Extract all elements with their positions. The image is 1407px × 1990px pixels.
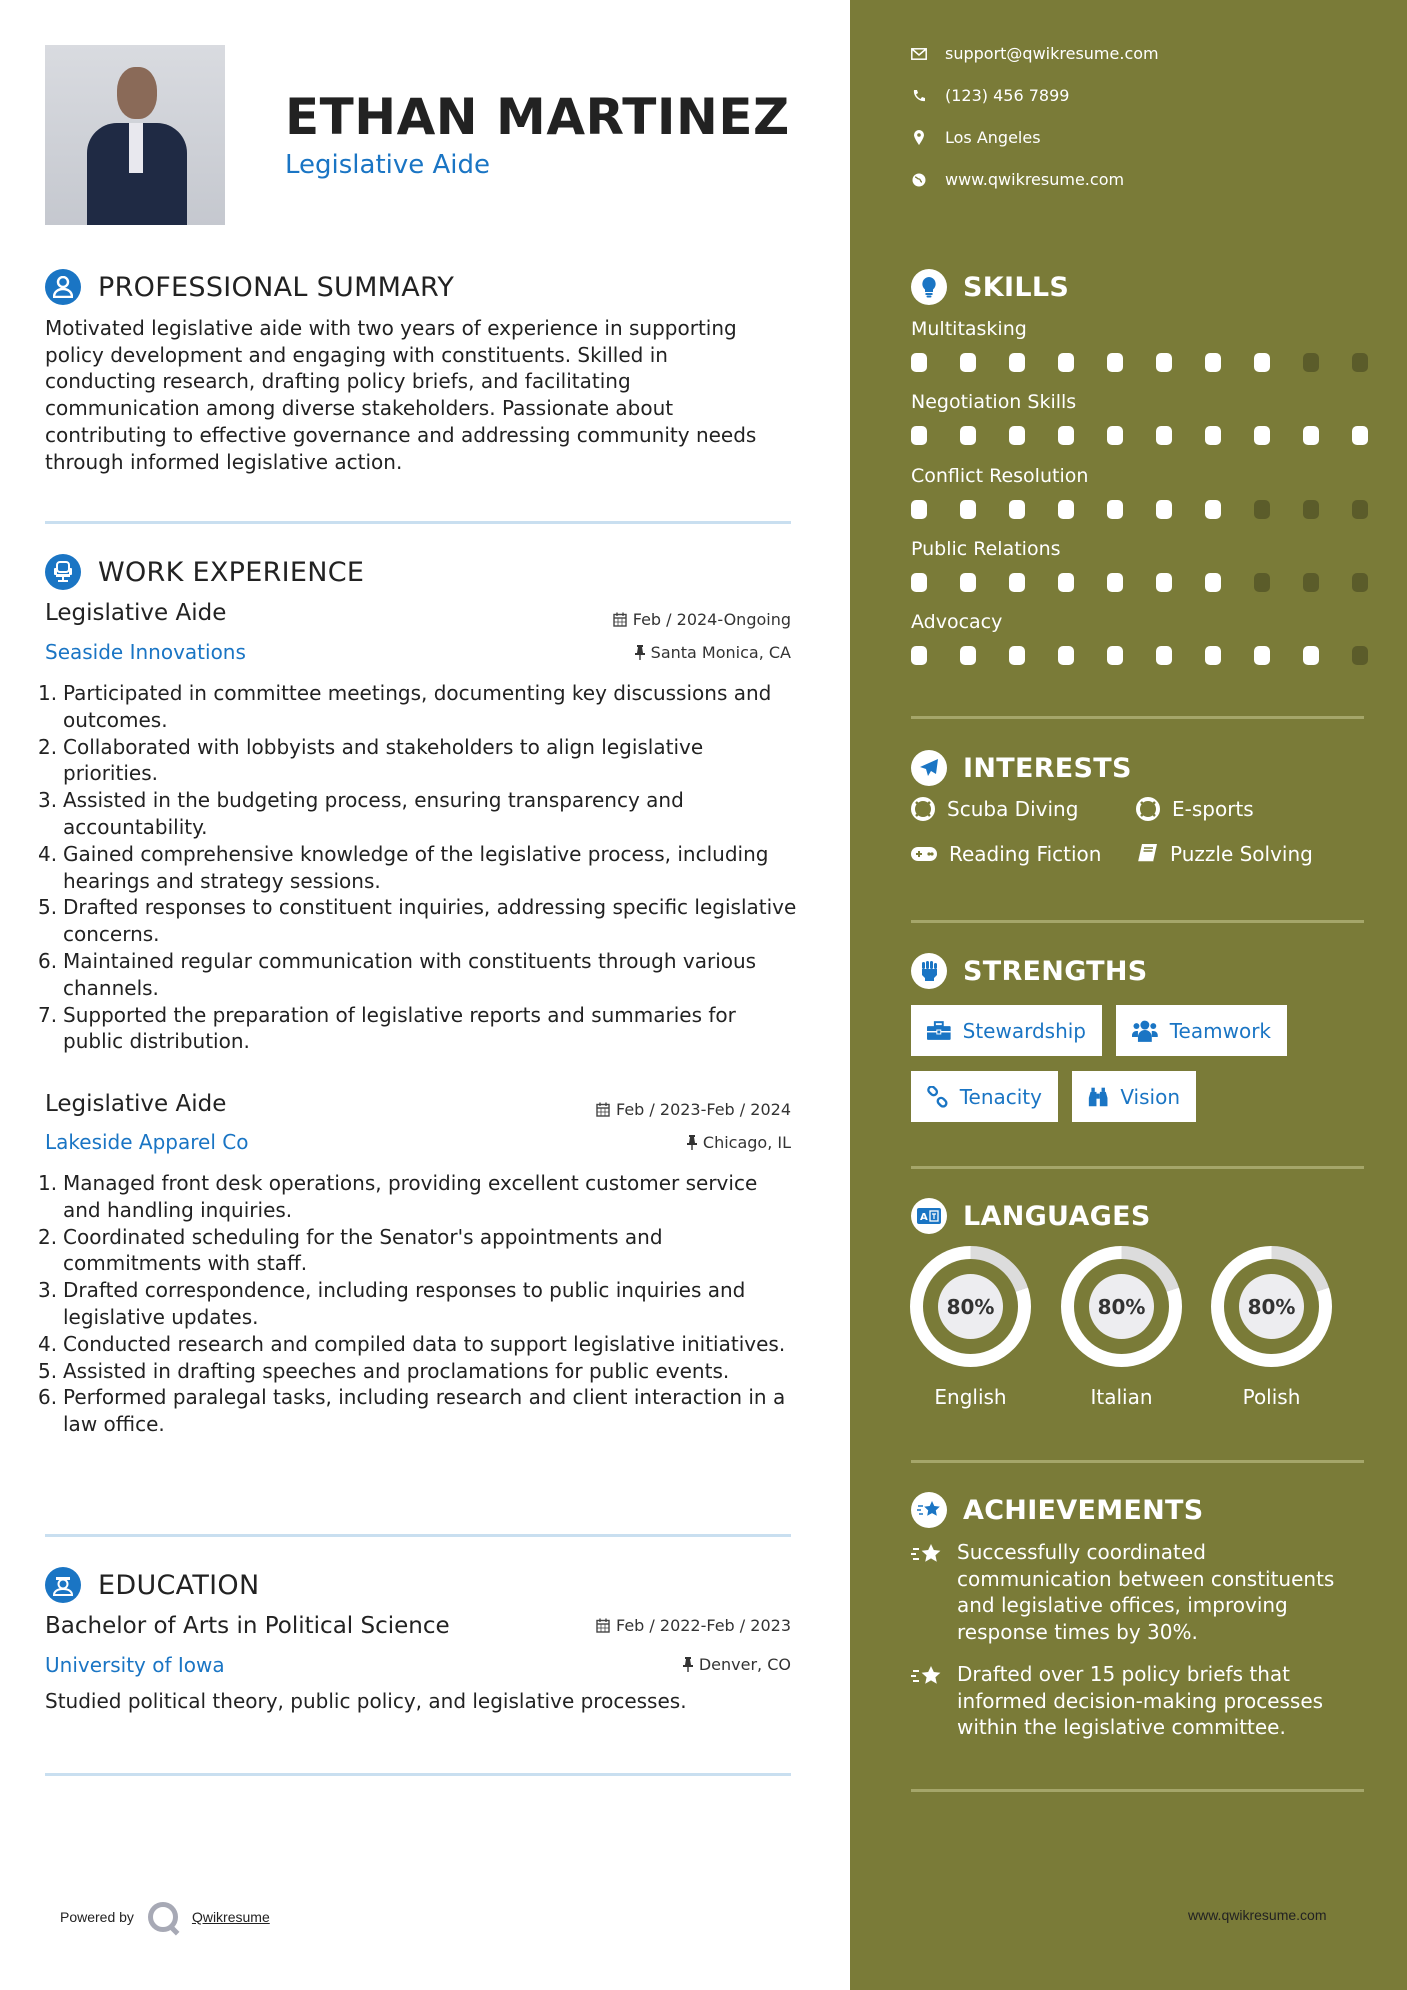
powered-by: Powered by Qwikresume xyxy=(60,1902,270,1932)
interest-item: Reading Fiction xyxy=(911,842,1101,866)
experience-heading xyxy=(45,554,364,590)
section-divider xyxy=(911,920,1364,923)
skill-name: Negotiation Skills xyxy=(911,391,1077,413)
translate-icon xyxy=(911,1198,947,1234)
job-location: Santa Monica, CA xyxy=(635,643,791,662)
education-dates: Feb / 2022-Feb / 2023 xyxy=(596,1616,791,1635)
skill-dot-filled xyxy=(1156,353,1172,372)
svg-text:A: A xyxy=(920,1212,928,1223)
skill-dot-empty xyxy=(1352,573,1368,592)
education-location: Denver, CO xyxy=(683,1655,791,1674)
language-name: Italian xyxy=(1090,1385,1153,1409)
office-chair-icon xyxy=(45,554,81,590)
users-icon xyxy=(1132,1020,1158,1042)
skill-dot-filled xyxy=(1156,426,1172,445)
list-item: 6. Performed paralegal tasks, including research and client interaction in a law office. xyxy=(38,1385,786,1437)
language-name: English xyxy=(934,1385,1007,1409)
lightbulb-icon xyxy=(911,269,947,305)
calendar-icon xyxy=(596,1618,610,1633)
skill-dot-filled xyxy=(911,500,927,519)
section-title: INTERESTS xyxy=(963,752,1132,784)
strength-chip: Vision xyxy=(1072,1071,1196,1122)
skill-dot-filled xyxy=(1303,426,1319,445)
link-icon xyxy=(927,1086,948,1108)
skill-rating xyxy=(911,573,1368,592)
section-divider xyxy=(45,1534,791,1537)
phone-icon xyxy=(911,88,927,104)
pushpin-icon xyxy=(635,645,645,660)
candidate-title: Legislative Aide xyxy=(285,150,491,180)
skill-dot-filled xyxy=(911,646,927,665)
job-title: Legislative Aide xyxy=(45,600,227,626)
job-bullets xyxy=(38,1170,798,1438)
contact-location: Los Angeles xyxy=(911,128,1041,147)
skills-heading xyxy=(911,269,1069,305)
language-item xyxy=(1211,1246,1332,1409)
user-icon xyxy=(45,269,81,305)
skill-rating xyxy=(911,426,1368,445)
job-location: Chicago, IL xyxy=(687,1133,791,1152)
skill-dot-filled xyxy=(1107,573,1123,592)
language-item xyxy=(910,1246,1031,1409)
skill-dot-filled xyxy=(960,500,976,519)
section-title: ACHIEVEMENTS xyxy=(963,1494,1204,1526)
fist-icon xyxy=(911,953,947,989)
skill-dot-filled xyxy=(960,353,976,372)
education-heading xyxy=(45,1567,259,1603)
list-item: 3. Drafted correspondence, including responses to public inquiries and legislative updates. xyxy=(38,1278,746,1329)
interest-item: E-sports xyxy=(1136,797,1254,821)
summary-text: Motivated legislative aide with two years of experience in supporting policy development and engaging with constituents. Skilled in conducting research, drafting policy briefs, and facilitating communication among diverse stakeholders. Passionate about contributing to effective governance and addressing community needs through informed legislative action. xyxy=(45,316,757,474)
briefcase-icon xyxy=(927,1021,951,1041)
graduate-icon xyxy=(45,1567,81,1603)
shooting-star-icon xyxy=(911,1539,943,1646)
strength-chip: Stewardship xyxy=(911,1005,1102,1056)
skill-dot-filled xyxy=(1254,353,1270,372)
contact-phone: (123) 456 7899 xyxy=(911,86,1069,105)
job-dates: Feb / 2023-Feb / 2024 xyxy=(596,1100,791,1119)
shooting-star-icon xyxy=(911,1492,947,1528)
envelope-icon xyxy=(911,46,927,62)
language-progress-ring: 80% xyxy=(1211,1246,1332,1367)
lifebuoy-icon xyxy=(1136,797,1160,821)
list-item: 7. Supported the preparation of legislative reports and summaries for public distribution. xyxy=(38,1002,736,1054)
interest-item: Scuba Diving xyxy=(911,797,1078,821)
globe-icon xyxy=(911,172,927,188)
skill-dot-filled xyxy=(1058,353,1074,372)
section-title: SKILLS xyxy=(963,271,1070,303)
list-item: 6. Maintained regular communication with constituents through various channels. xyxy=(38,948,757,1000)
section-divider xyxy=(45,1773,791,1776)
skill-dot-filled xyxy=(1205,573,1221,592)
skill-dot-filled xyxy=(1009,426,1025,445)
summary-heading xyxy=(45,269,454,305)
skill-dot-filled xyxy=(911,353,927,372)
binoculars-icon xyxy=(1088,1086,1108,1108)
gamepad-icon xyxy=(911,846,937,862)
skill-dot-empty xyxy=(1352,646,1368,665)
skill-dot-filled xyxy=(1107,646,1123,665)
skill-dot-filled xyxy=(1254,426,1270,445)
lifebuoy-icon xyxy=(911,797,935,821)
achievements-heading xyxy=(911,1492,1204,1528)
contact-website: www.qwikresume.com xyxy=(911,170,1124,189)
calendar-icon xyxy=(613,612,627,627)
interests-heading xyxy=(911,750,1132,786)
skill-rating xyxy=(911,500,1368,519)
footer-website[interactable]: www.qwikresume.com xyxy=(1188,1907,1327,1923)
skill-dot-filled xyxy=(1009,353,1025,372)
skill-dot-filled xyxy=(1009,646,1025,665)
skill-dot-filled xyxy=(911,426,927,445)
interest-item: Puzzle Solving xyxy=(1136,842,1313,866)
skill-dot-filled xyxy=(1058,646,1074,665)
paper-plane-icon xyxy=(911,750,947,786)
list-item: 4. Gained comprehensive knowledge of the legislative process, including hearings and strategy sessions. xyxy=(38,841,769,893)
candidate-name: ETHAN MARTINEZ xyxy=(285,88,790,146)
skill-dot-filled xyxy=(1107,353,1123,372)
qwikresume-link[interactable]: Qwikresume xyxy=(191,1909,270,1925)
skill-dot-filled xyxy=(1058,500,1074,519)
degree-title: Bachelor of Arts in Political Science xyxy=(45,1613,450,1639)
skill-dot-filled xyxy=(1254,646,1270,665)
skill-dot-filled xyxy=(1156,646,1172,665)
skill-dot-filled xyxy=(960,646,976,665)
skill-dot-filled xyxy=(1303,646,1319,665)
skill-dot-filled xyxy=(960,573,976,592)
skill-name: Public Relations xyxy=(911,538,1061,560)
school-name: University of Iowa xyxy=(45,1653,225,1677)
skill-dot-empty xyxy=(1352,353,1368,372)
skill-dot-filled xyxy=(960,426,976,445)
section-divider xyxy=(911,1789,1364,1792)
skill-dot-filled xyxy=(1352,426,1368,445)
languages-heading xyxy=(911,1198,1151,1234)
book-icon xyxy=(1136,843,1158,865)
achievement-item: Drafted over 15 policy briefs that informed decision-making processes within the legislative committee. xyxy=(911,1661,1366,1741)
skill-dot-empty xyxy=(1254,573,1270,592)
strength-chip: Tenacity xyxy=(911,1071,1058,1122)
skill-dot-filled xyxy=(1156,500,1172,519)
shooting-star-icon xyxy=(911,1661,943,1741)
section-divider xyxy=(911,1166,1364,1169)
skill-dot-filled xyxy=(1205,353,1221,372)
list-item: 1. Managed front desk operations, providing excellent customer service and handling inquiries. xyxy=(38,1171,758,1222)
skill-dot-filled xyxy=(911,573,927,592)
skill-dot-filled xyxy=(1205,500,1221,519)
pushpin-icon xyxy=(687,1135,697,1150)
language-item xyxy=(1061,1246,1182,1409)
profile-photo xyxy=(45,45,225,225)
pushpin-icon xyxy=(683,1657,693,1672)
achievement-item: Successfully coordinated communication between constituents and legislative offices, improving response times by 30%. xyxy=(911,1539,1366,1646)
skill-dot-filled xyxy=(1009,500,1025,519)
skill-dot-empty xyxy=(1303,353,1319,372)
education-description: Studied political theory, public policy, and legislative processes. xyxy=(45,1689,687,1713)
skill-dot-filled xyxy=(1107,500,1123,519)
section-title: PROFESSIONAL SUMMARY xyxy=(98,271,455,303)
section-divider xyxy=(911,716,1364,719)
section-divider xyxy=(911,1460,1364,1463)
skill-dot-empty xyxy=(1352,500,1368,519)
skill-dot-empty xyxy=(1303,573,1319,592)
section-title: EDUCATION xyxy=(98,1569,260,1601)
skill-dot-filled xyxy=(1058,426,1074,445)
language-name: Polish xyxy=(1242,1385,1301,1409)
skill-dot-filled xyxy=(1009,573,1025,592)
language-progress-ring: 80% xyxy=(1061,1246,1182,1367)
skill-dot-empty xyxy=(1254,500,1270,519)
section-title: LANGUAGES xyxy=(963,1200,1151,1232)
job-dates: Feb / 2024-Ongoing xyxy=(613,610,791,629)
job-title: Legislative Aide xyxy=(45,1091,227,1117)
list-item: 5. Drafted responses to constituent inquiries, addressing specific legislative concerns. xyxy=(38,895,797,947)
skill-dot-filled xyxy=(1058,573,1074,592)
skill-name: Advocacy xyxy=(911,611,1003,633)
job-bullets xyxy=(38,680,798,1055)
section-divider xyxy=(45,521,791,524)
qwikresume-logo-icon xyxy=(148,1902,178,1932)
list-item: 2. Collaborated with lobbyists and stakeholders to align legislative priorities. xyxy=(38,734,704,786)
skill-name: Conflict Resolution xyxy=(911,465,1089,487)
skill-dot-filled xyxy=(1205,646,1221,665)
language-progress-ring: 80% xyxy=(910,1246,1031,1367)
skill-rating xyxy=(911,646,1368,665)
company-name: Lakeside Apparel Co xyxy=(45,1130,249,1154)
company-name: Seaside Innovations xyxy=(45,640,246,664)
list-item: 2. Coordinated scheduling for the Senator's appointments and commitments with staff. xyxy=(38,1224,663,1276)
map-marker-icon xyxy=(911,130,927,146)
strength-chip: Teamwork xyxy=(1116,1005,1287,1056)
list-item: 5. Assisted in drafting speeches and proclamations for public events. xyxy=(38,1358,730,1383)
skill-rating xyxy=(911,353,1368,372)
skill-dot-empty xyxy=(1303,500,1319,519)
section-title: STRENGTHS xyxy=(963,955,1148,987)
calendar-icon xyxy=(596,1102,610,1117)
list-item: 1. Participated in committee meetings, documenting key discussions and outcomes. xyxy=(38,681,772,732)
section-title: WORK EXPERIENCE xyxy=(98,556,365,588)
skill-dot-filled xyxy=(1205,426,1221,445)
skill-name: Multitasking xyxy=(911,318,1027,340)
contact-email: support@qwikresume.com xyxy=(911,44,1159,63)
strengths-heading xyxy=(911,953,1148,989)
skill-dot-filled xyxy=(1156,573,1172,592)
list-item: 3. Assisted in the budgeting process, ensuring transparency and accountability. xyxy=(38,788,684,839)
skill-dot-filled xyxy=(1107,426,1123,445)
list-item: 4. Conducted research and compiled data to support legislative initiatives. xyxy=(38,1331,786,1356)
